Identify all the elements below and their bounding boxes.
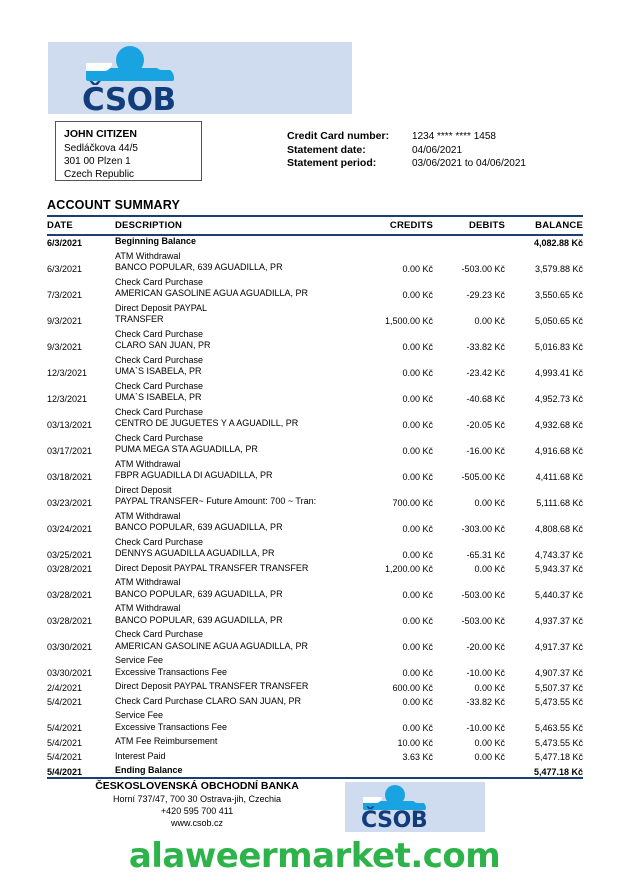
cell-balance: 4,907.37 Kč [534,668,583,678]
table-header-row [47,218,583,234]
cell-date: 03/25/2021 [47,549,93,560]
cell-date: 5/4/2021 [47,752,83,762]
table-row [47,300,583,326]
table-row-beginning-balance [47,236,583,248]
cell-balance: 5,111.68 Kč [536,497,583,508]
description-line-1: Direct Deposit PAYPAL [115,302,208,313]
description-line-2: AMERICAN GASOLINE AGUA AGUADILLA, PR [115,288,309,298]
cell-balance: 5,477.18 Kč [533,766,583,777]
description-line-2: CLARO SAN JUAN, PR [115,340,211,350]
description-line-2: Excessive Transactions Fee [115,721,228,732]
cell-date: 03/23/2021 [47,497,93,508]
cell-debits: 0.00 Kč [474,752,505,762]
description-line-1: ATM Withdrawal [115,510,181,521]
cell-description: Ending Balance [115,765,183,775]
cell-balance: 5,440.37 Kč [534,590,583,600]
cell-description [115,534,355,560]
table-row [47,600,583,626]
cell-credits: 0.00 Kč [402,616,433,626]
description-line-2: CENTRO DE JUGUETES Y A AGUADILL, PR [115,418,299,428]
cell-debits: -29.23 Kč [466,289,505,300]
footer-address: Horní 737/47, 700 30 Ostrava-jih, Czechia [112,794,282,804]
description-line-2: UMA`S ISABELA, PR [115,366,202,376]
cell-balance: 4,411.68 Kč [535,471,583,482]
cell-debits: -33.82 Kč [466,341,505,352]
table-row [47,560,583,575]
cell-description [115,352,355,378]
table-row [47,352,583,378]
cell-debits: 0.00 Kč [474,682,505,693]
statement-period-label: Statement period: [287,157,377,169]
cell-balance: 5,943.37 Kč [534,564,583,574]
description-line-1: Check Card Purchase [115,328,204,339]
cell-date: 03/30/2021 [47,668,93,678]
table-row [47,482,583,508]
description-line-1: Check Card Purchase [115,536,204,547]
cell-description [115,733,355,748]
cell-balance: 5,507.37 Kč [534,682,583,693]
description-line-1: Check Card Purchase [115,629,204,639]
logo-wave-shape [86,68,174,81]
cell-credits: 0.00 Kč [402,263,433,274]
footer-bank-details [47,779,347,829]
cell-date: 6/3/2021 [47,237,83,248]
cell-credits [355,765,433,777]
description-line-1: ATM Withdrawal [115,577,181,587]
description-line-2: UMA`S ISABELA, PR [115,392,202,402]
cell-credits [355,236,433,248]
cell-date: 12/3/2021 [47,393,88,404]
cell-description [115,574,355,600]
cell-credits: 1,200.00 Kč [384,564,433,574]
description-line-1: Check Card Purchase [115,276,204,287]
cell-debits: -65.31 Kč [466,549,505,560]
cell-debits: -20.05 Kč [466,419,505,430]
cell-date: 03/24/2021 [47,523,93,534]
cell-date: 5/4/2021 [47,697,83,707]
cell-credits: 0.00 Kč [402,393,433,404]
cell-debits: -503.00 Kč [461,263,505,274]
cell-credits: 10.00 Kč [397,737,433,748]
cell-credits: 0.00 Kč [402,642,433,652]
footer-bank-name: ČESKOSLOVENSKÁ OBCHODNÍ BANKA [95,780,299,792]
cell-date: 03/17/2021 [47,445,93,456]
cell-credits: 0.00 Kč [402,668,433,678]
cell-balance: 4,993.41 Kč [534,367,583,378]
cell-description: Beginning Balance [115,236,197,246]
cell-credits: 0.00 Kč [402,697,433,707]
description-line-2: Direct Deposit PAYPAL TRANSFER TRANSFER [115,562,309,573]
cell-credits: 600.00 Kč [392,682,433,693]
footer-phone: +420 595 700 411 [160,806,234,816]
column-header-debits: DEBITS [468,220,505,231]
column-header-credits: CREDITS [389,220,433,231]
cell-balance: 5,016.83 Kč [534,341,583,352]
cell-balance: 4,952.73 Kč [534,393,583,404]
cell-credits: 1,500.00 Kč [384,315,433,326]
cell-credits: 0.00 Kč [402,723,433,733]
cell-description [115,600,355,626]
table-row [47,748,583,763]
description-line-2: Interest Paid [115,750,166,761]
description-line-2: BANCO POPULAR, 639 AGUADILLA, PR [115,522,283,532]
cell-description [115,707,355,733]
cell-credits: 0.00 Kč [402,367,433,378]
cell-credits: 0.00 Kč [402,445,433,456]
description-line-2: Direct Deposit PAYPAL TRANSFER TRANSFER [115,681,309,691]
cell-debits: -505.00 Kč [461,471,505,482]
cell-description [115,482,355,508]
description-line-1: Check Card Purchase [115,406,204,417]
cell-balance: 5,463.55 Kč [534,723,583,733]
cell-description [115,248,355,274]
table-row [47,430,583,456]
cell-description [115,456,355,482]
cell-date: 6/3/2021 [47,263,83,274]
cell-debits: -16.00 Kč [466,445,505,456]
cell-balance: 4,808.68 Kč [534,523,583,534]
description-line-1: ATM Withdrawal [115,458,181,469]
cell-credits: 0.00 Kč [402,471,433,482]
cell-date: 12/3/2021 [47,367,88,378]
section-title-rule [47,215,583,217]
cell-credits: 0.00 Kč [402,549,433,560]
cell-date: 5/4/2021 [47,766,83,777]
table-row [47,626,583,652]
column-header-date: DATE [47,220,73,231]
description-line-1: ATM Withdrawal [115,250,181,261]
cell-credits: 0.00 Kč [402,419,433,430]
account-summary-table [47,218,583,779]
cell-description [115,748,355,763]
cell-balance: 5,473.55 Kč [534,737,583,748]
description-line-2: Check Card Purchase CLARO SAN JUAN, PR [115,695,302,706]
description-line-2: AMERICAN GASOLINE AGUA AGUADILLA, PR [115,640,309,651]
cell-credits: 0.00 Kč [402,341,433,352]
cell-date: 03/28/2021 [47,564,93,574]
column-header-description: DESCRIPTION [115,220,183,231]
cell-debits: -33.82 Kč [466,697,505,707]
table-row [47,534,583,560]
table-row [47,404,583,430]
cell-date: 9/3/2021 [47,341,83,352]
cell-debits [433,236,505,248]
cell-debits: -20.00 Kč [466,642,505,652]
table-body [47,236,583,779]
cell-balance: 3,550.65 Kč [534,289,583,300]
cell-debits: -503.00 Kč [461,616,505,626]
description-line-2: Excessive Transactions Fee [115,666,228,677]
table-row [47,378,583,404]
description-line-2: BANCO POPULAR, 639 AGUADILLA, PR [115,262,283,272]
meta-row-statement-date [287,144,607,158]
cell-date: 03/28/2021 [47,616,93,626]
description-line-2: BANCO POPULAR, 639 AGUADILLA, PR [115,614,283,625]
table-row [47,274,583,300]
cell-debits: -303.00 Kč [461,523,505,534]
cell-credits: 700.00 Kč [392,497,433,508]
description-line-2: FBPR AGUADILLA DI AGUADILLA, PR [115,470,273,480]
cell-debits: 0.00 Kč [474,737,505,748]
cell-credits: 3.63 Kč [402,752,433,762]
table-row [47,693,583,708]
cell-date: 03/18/2021 [47,471,93,482]
cell-balance: 4,917.37 Kč [534,642,583,652]
cell-credits: 0.00 Kč [402,590,433,600]
cell-debits: 0.00 Kč [474,497,505,508]
table-row [47,574,583,600]
cell-date: 9/3/2021 [47,315,83,326]
cell-description [115,678,355,693]
description-line-1: Service Fee [115,710,164,720]
cell-description [115,274,355,300]
footer-logo-wordmark: ČSOB [361,808,428,833]
statement-period-value: 03/06/2021 to 04/06/2021 [412,158,526,169]
cell-balance: 5,473.55 Kč [534,697,583,707]
cell-description [115,652,355,678]
logo-wordmark: ČSOB [82,82,176,118]
customer-address-box [55,121,202,181]
cell-balance: 4,937.37 Kč [534,616,583,626]
cell-balance: 5,050.65 Kč [534,315,583,326]
cell-balance: 3,579.88 Kč [534,263,583,274]
description-line-2: ATM Fee Reimbursement [115,736,218,746]
cell-debits [433,765,505,777]
table-row [47,678,583,693]
footer-website[interactable]: www.csob.cz [170,818,223,828]
cell-date: 03/13/2021 [47,419,93,430]
cell-debits: 0.00 Kč [474,315,505,326]
cell-description [115,508,355,534]
column-header-balance: BALANCE [535,220,583,231]
statement-meta [287,130,607,171]
cell-balance: 4,743.37 Kč [534,549,583,560]
description-line-2: BANCO POPULAR, 639 AGUADILLA, PR [115,588,283,599]
cell-date: 03/28/2021 [47,590,93,600]
cell-debits: -10.00 Kč [466,723,505,733]
description-line-1: Check Card Purchase [115,432,204,443]
meta-row-card-number [287,130,607,144]
cell-balance: 4,932.68 Kč [534,419,583,430]
cell-date: 5/4/2021 [47,723,83,733]
cell-description [115,378,355,404]
table-row [47,248,583,274]
description-line-1: Check Card Purchase [115,354,204,365]
cell-description [115,693,355,708]
table-row [47,326,583,352]
cell-description [115,326,355,352]
cell-description [115,430,355,456]
description-line-1: ATM Withdrawal [115,603,181,613]
cell-date: 5/4/2021 [47,737,83,748]
section-title: ACCOUNT SUMMARY [47,198,181,212]
customer-name: JOHN CITIZEN [64,128,137,140]
customer-address-line-3: Czech Republic [64,168,135,180]
cell-debits: -503.00 Kč [461,590,505,600]
header-logo-band [48,42,352,118]
description-line-2: PUMA MEGA STA AGUADILLA, PR [115,444,258,454]
description-line-2: TRANSFER [115,314,164,324]
cell-date: 03/30/2021 [47,642,93,652]
description-line-1: Direct Deposit [115,484,172,495]
cell-debits: 0.00 Kč [474,564,505,574]
table-row [47,652,583,678]
description-line-2: PAYPAL TRANSFER~ Future Amount: 700 ~ Tran: [115,496,317,506]
statement-date-label: Statement date: [287,143,366,156]
description-line-1: Service Fee [115,655,164,665]
table-row-ending-balance [47,765,583,777]
description-line-2: DENNYS AGUADILLA AGUADILLA, PR [115,548,275,558]
meta-row-statement-period [287,157,607,171]
cell-balance: 4,082.88 Kč [533,237,583,248]
table-row [47,707,583,733]
cell-balance: 5,477.18 Kč [534,752,583,762]
cell-description [115,560,355,575]
cell-credits: 0.00 Kč [402,523,433,534]
cell-balance: 4,916.68 Kč [534,445,583,456]
cell-description [115,300,355,326]
description-line-1: Check Card Purchase [115,380,204,391]
cell-description [115,626,355,652]
table-row [47,733,583,748]
cell-debits: -40.68 Kč [466,393,505,404]
cell-debits: -23.42 Kč [466,367,505,378]
watermark-text: alaweermarket.com [128,836,501,876]
cell-date: 2/4/2021 [47,682,83,693]
table-row [47,508,583,534]
cell-description [115,404,355,430]
table-row [47,456,583,482]
cell-debits: -10.00 Kč [466,668,505,678]
card-number-label: Credit Card number: [287,130,390,142]
footer-logo-band [345,782,485,832]
customer-address-line-2: 301 00 Plzen 1 [64,155,131,167]
cell-credits: 0.00 Kč [402,289,433,300]
cell-date: 7/3/2021 [47,289,83,300]
statement-date-value: 04/06/2021 [412,144,463,156]
table-head [47,218,583,236]
customer-address-line-1: Sedláčkova 44/5 [64,142,138,154]
card-number-value: 1234 **** **** 1458 [412,131,496,142]
